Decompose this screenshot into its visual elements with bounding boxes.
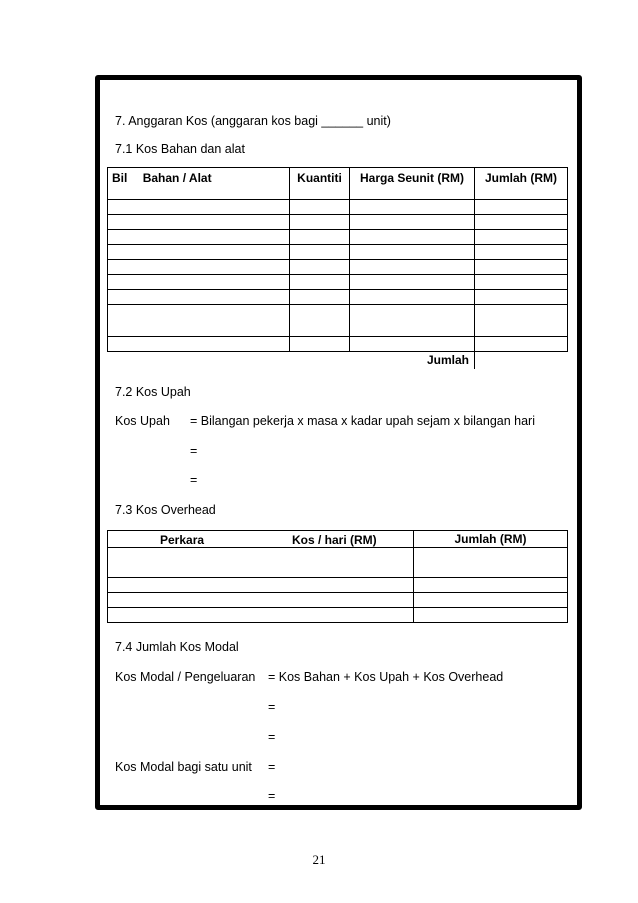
header-bil-bahan <box>108 168 290 200</box>
section-7-title: 7. Anggaran Kos (anggaran kos bagi ______ unit) <box>115 114 391 128</box>
table-row <box>108 290 568 305</box>
table-row <box>108 260 568 275</box>
overhead-table <box>107 530 568 623</box>
table-row <box>108 215 568 230</box>
total-value <box>475 352 568 369</box>
table-header-row <box>108 531 568 548</box>
header-perkara-kos <box>108 531 414 548</box>
table-row <box>108 275 568 290</box>
header-kuantiti: Kuantiti <box>290 168 350 200</box>
kos-unit-label: Kos Modal bagi satu unit <box>115 760 252 774</box>
section-7-3-title: 7.3 Kos Overhead <box>115 503 216 517</box>
kos-unit-eq-2: = <box>268 789 276 803</box>
table-row <box>108 305 568 337</box>
page-number: 21 <box>312 852 326 867</box>
total-label: Jumlah <box>108 352 475 369</box>
header-perkara: Perkara <box>160 533 205 547</box>
table-row <box>108 230 568 245</box>
table-row <box>108 548 568 578</box>
header-jumlah: Jumlah (RM) <box>475 168 568 200</box>
table-row <box>108 593 568 608</box>
kos-upah-eq-1: = <box>190 444 198 458</box>
table-row <box>108 578 568 593</box>
header-jumlah-overhead: Jumlah (RM) <box>414 531 568 548</box>
kos-modal-label: Kos Modal / Pengeluaran <box>115 670 256 684</box>
table-row <box>108 200 568 215</box>
header-kos-hari: Kos / hari (RM) <box>292 533 377 547</box>
kos-upah-label: Kos Upah <box>115 414 170 428</box>
kos-modal-eq-1: = <box>268 700 276 714</box>
kos-upah-eq-2: = <box>190 473 198 487</box>
table-row <box>108 245 568 260</box>
kos-modal-eq-2: = <box>268 730 276 744</box>
materials-table <box>107 167 568 369</box>
header-bil: Bil <box>112 171 128 185</box>
header-bahan-alat: Bahan / Alat <box>142 171 212 185</box>
table-header-row <box>108 168 568 200</box>
header-harga-seunit: Harga Seunit (RM) <box>350 168 475 200</box>
table-total-row <box>108 352 568 369</box>
table-row <box>108 608 568 623</box>
kos-upah-formula: = Bilangan pekerja x masa x kadar upah sejam x bilangan hari <box>190 414 535 428</box>
kos-modal-formula: = Kos Bahan + Kos Upah + Kos Overhead <box>268 670 504 684</box>
section-7-1-title: 7.1 Kos Bahan dan alat <box>115 142 245 156</box>
section-7-2-title: 7.2 Kos Upah <box>115 385 191 399</box>
kos-unit-eq-1: = <box>268 760 276 774</box>
table-row <box>108 337 568 352</box>
section-7-4-title: 7.4 Jumlah Kos Modal <box>115 640 239 654</box>
